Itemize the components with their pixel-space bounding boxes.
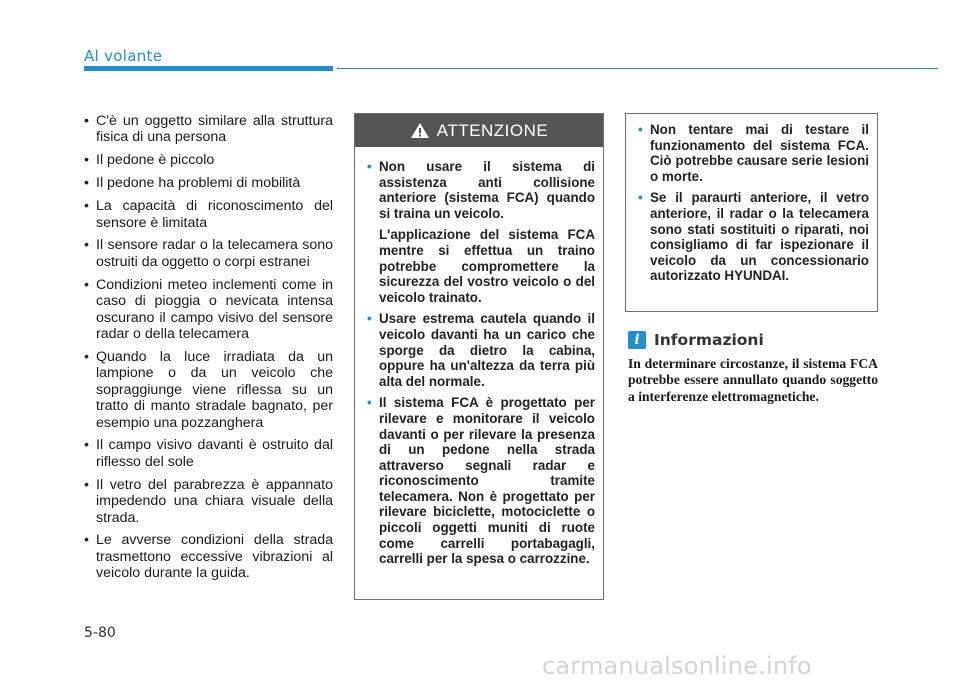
warning-triangle-icon bbox=[410, 122, 430, 139]
conditions-column bbox=[81, 113, 333, 588]
conditions-list bbox=[81, 113, 333, 582]
warning-item-text: Non tentare mai di testare il funzionamento del sistema FCA. Ciò potrebbe causare serie lesioni o morte. bbox=[650, 122, 869, 184]
warning-item bbox=[369, 395, 595, 567]
list-item: • Il campo visivo davanti è ostruito dal riflesso del sole bbox=[81, 437, 333, 470]
list-item: • Il pedone ha problemi di mobilità bbox=[81, 175, 333, 191]
bullet-icon: • bbox=[638, 190, 643, 206]
header-rule-thick bbox=[84, 66, 333, 71]
warning-box bbox=[354, 113, 604, 600]
info-heading bbox=[628, 331, 764, 349]
list-item: • Il pedone è piccolo bbox=[81, 152, 333, 168]
warning-continued-body bbox=[626, 114, 877, 284]
info-text: In determinare circostanze, il sistema FCA potrebbe essere annullato quando soggetto a interferenze elettromagnetiche. bbox=[628, 356, 878, 404]
section-title: Al volante bbox=[84, 47, 163, 65]
list-item: • La capacità di riconoscimento del sensore è limitata bbox=[81, 198, 333, 231]
warning-item bbox=[369, 311, 595, 389]
list-item: • Il sensore radar o la telecamera sono ostruiti da oggetto o corpi estranei bbox=[81, 237, 333, 270]
bullet-icon: • bbox=[638, 122, 643, 137]
warning-item bbox=[640, 190, 869, 284]
page-number: 5-80 bbox=[84, 625, 116, 641]
warning-item-text: Usare estrema cautela quando il veicolo davanti ha un carico che sporge da dietro la cabina, oppure ha un'altezza da terra più alta del normale. bbox=[379, 311, 595, 389]
header-rule-thin bbox=[337, 68, 938, 69]
list-item: • Condizioni meteo inclementi come in caso di pioggia o nevicata intensa oscurano il campo visivo del sensore radar o della telecamera bbox=[81, 277, 333, 343]
list-item: • Il vetro del parabrezza è appannato impedendo una chiara visuale della strada. bbox=[81, 477, 333, 526]
list-item: • Le avverse condizioni della strada trasmettono eccessive vibrazioni al veicolo durante la guida. bbox=[81, 532, 333, 581]
bullet-icon: • bbox=[367, 311, 372, 327]
warning-continued-box bbox=[625, 113, 878, 312]
warning-body bbox=[355, 147, 603, 567]
warning-item-text: Il sistema FCA è progettato per rilevare e monitorare il veicolo davanti o per rilevare la presenza di un pedone nella strada attraverso segnali radar e riconoscimento tramite telecamera. Non è progettato per rilevare biciclette, motociclette o piccoli oggetti muniti di ruote come carrelli portabagagli, carrelli per la spesa o carrozzine. bbox=[379, 395, 595, 567]
list-item: • Quando la luce irradiata da un lampione o da un veicolo che sopraggiunge viene riflessa su un tratto di manto stradale bagnato, per esempio una pozzanghera bbox=[81, 349, 333, 431]
list-item: • C'è un oggetto similare alla struttura fisica di una persona bbox=[81, 113, 333, 146]
watermark: carmanualsonline.info bbox=[542, 652, 812, 680]
warning-title: ATTENZIONE bbox=[436, 120, 549, 140]
warning-item bbox=[369, 159, 595, 221]
info-title: Informazioni bbox=[654, 331, 764, 349]
warning-header bbox=[355, 114, 603, 147]
warning-item bbox=[640, 122, 869, 184]
warning-paragraph: L'applicazione del sistema FCA mentre si effettua un traino potrebbe compromettere la sicurezza del vostro veicolo o del veicolo trainato. bbox=[379, 227, 595, 305]
warning-item-text: Se il paraurti anteriore, il vetro anteriore, il radar o la telecamera sono stati sostituiti o riparati, noi consigliamo di far ispezionare il veicolo da un concessionario autorizzato HYUNDAI. bbox=[650, 190, 869, 284]
bullet-icon: • bbox=[367, 159, 372, 174]
warning-item-text: Non usare il sistema di assistenza anti collisione anteriore (sistema FCA) quando si traina un veicolo. bbox=[379, 159, 595, 221]
info-icon: i bbox=[628, 331, 646, 349]
bullet-icon: • bbox=[367, 395, 372, 411]
